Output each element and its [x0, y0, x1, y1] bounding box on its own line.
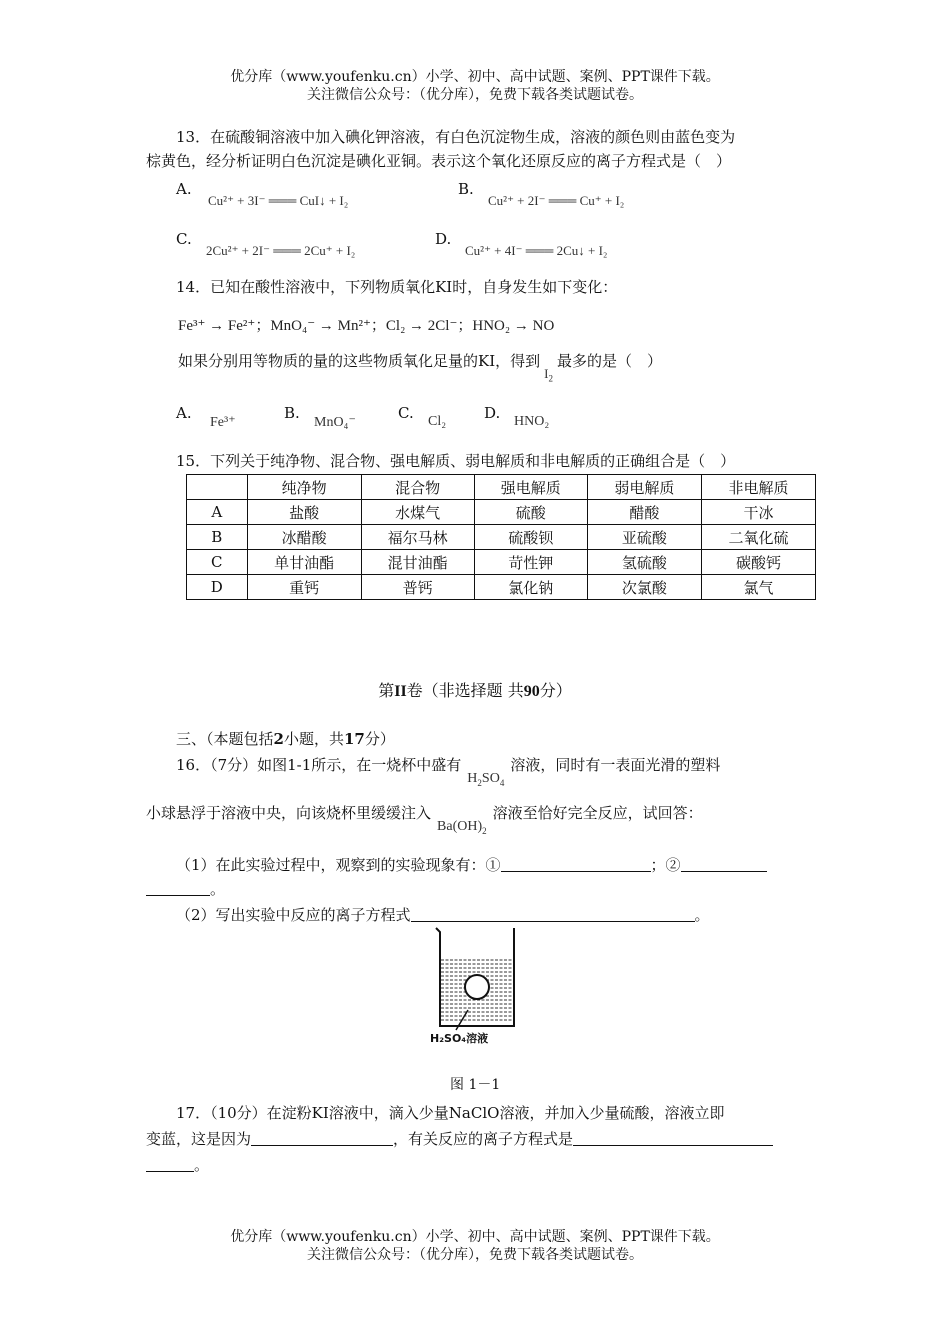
option-label: D. [484, 404, 501, 422]
q16-text: 16．（7分）如图1-1所示，在一烧杯中盛有 [176, 756, 462, 774]
q14-option-c-text: Cl₂ [428, 414, 447, 429]
table-cell: 氯化钠 [474, 575, 587, 600]
q13-option-d [435, 230, 608, 258]
q13-option-b-equation: Cu²⁺ + 2I⁻ ═══ Cu⁺ + I₂ [488, 193, 625, 208]
option-label: A. [176, 404, 192, 422]
table-cell: 普钙 [361, 575, 474, 600]
q16-sub1-text: （1）在此实验过程中，观察到的实验现象有：① [176, 856, 501, 874]
table-row [187, 525, 816, 550]
table-cell: 混甘油酯 [361, 550, 474, 575]
table-cell: 醋酸 [587, 500, 701, 525]
q17-text: ，有关反应的离子方程式是 [393, 1130, 574, 1148]
option-label: C. [176, 230, 192, 248]
table-cell: 碳酸钙 [701, 550, 815, 575]
table-cell: 非电解质 [701, 475, 815, 500]
q15-table [186, 474, 816, 600]
q14-option-d-text: HNO₂ [514, 414, 550, 429]
q14-stem-line-3-part-b: 最多的是（ ） [556, 352, 662, 370]
answer-blank-4[interactable] [251, 1131, 393, 1146]
table-cell: 硫酸 [474, 500, 587, 525]
baoh2-formula: $Ba(OH)_2$ [437, 819, 487, 836]
table-cell: 弱电解质 [587, 475, 701, 500]
plastic-ball [465, 975, 489, 999]
table-cell: 苛性钾 [474, 550, 587, 575]
part-heading-text: 分） [364, 730, 395, 748]
q16-sub2-end: 。 [694, 906, 710, 924]
table-cell: 氢硫酸 [587, 550, 701, 575]
table-cell: 氯气 [701, 575, 815, 600]
beaker-figure [422, 926, 532, 1054]
table-cell: 单甘油酯 [247, 550, 361, 575]
q14-reduction-changes: Fe³⁺ → Fe²⁺；MnO₄⁻ → Mn²⁺；Cl₂ → 2Cl⁻；HNO₂ → NO [178, 318, 555, 334]
option-label: B. [284, 404, 300, 422]
table-cell: 重钙 [247, 575, 361, 600]
q17-stem-line-1: 17．（10分）在淀粉KI溶液中，滴入少量NaClO溶液，并加入少量硫酸，溶液立即 [176, 1104, 725, 1122]
answer-blank-2[interactable] [681, 857, 767, 872]
table-row [187, 500, 816, 525]
answer-blank-5[interactable] [573, 1131, 773, 1146]
header-line-2: 关注微信公众号：（优分库），免费下载各类试题试卷。 [307, 87, 643, 103]
figure-caption: 图 1－1 [450, 1077, 501, 1093]
q13-option-a-equation: Cu²⁺ + 3I⁻ ═══ CuI↓ + I₂ [208, 193, 349, 208]
answer-blank-3[interactable] [411, 907, 695, 922]
q16-sub-question-1-cont [146, 878, 225, 900]
section-roman: II [394, 683, 407, 700]
section-title-part: 分） [539, 681, 572, 700]
table-cell: 冰醋酸 [247, 525, 361, 550]
section-ii-title [0, 678, 950, 701]
table-header-row [187, 475, 816, 500]
q14-option-a [176, 404, 236, 430]
q16-stem-line-1 [176, 754, 721, 788]
q13-option-d-equation: Cu²⁺ + 4I⁻ ═══ 2Cu↓ + I₂ [465, 243, 608, 258]
q14-option-b [284, 404, 356, 430]
section-title-part: 第 [378, 681, 395, 700]
q13-option-c [176, 230, 356, 258]
q16-sub-question-2 [176, 904, 710, 926]
q14-stem-line-3 [178, 350, 662, 384]
table-cell: C [187, 550, 248, 575]
header-line-1: 优分库（www.youfenku.cn）小学、初中、高中试题、案例、PPT课件下载。 [230, 69, 720, 85]
q13-option-c-equation: 2Cu²⁺ + 2I⁻ ═══ 2Cu⁺ + I₂ [206, 243, 356, 258]
table-cell: 硫酸钡 [474, 525, 587, 550]
table-row [187, 550, 816, 575]
footer-line-2: 关注微信公众号：（优分库），免费下载各类试题试卷。 [307, 1247, 643, 1263]
table-cell: 福尔马林 [361, 525, 474, 550]
q16-text: 溶液，同时有一表面光滑的塑料 [510, 756, 721, 774]
answer-blank-5-cont[interactable] [146, 1157, 194, 1172]
table-cell: A [187, 500, 248, 525]
table-cell: 强电解质 [474, 475, 587, 500]
q17-stem-line-3 [146, 1154, 209, 1176]
option-label: A. [176, 180, 192, 198]
footer-line-1: 优分库（www.youfenku.cn）小学、初中、高中试题、案例、PPT课件下载。 [230, 1229, 720, 1245]
table-cell [187, 475, 248, 500]
q14-option-c [398, 404, 447, 429]
q16-sub2-text: （2）写出实验中反应的离子方程式 [176, 906, 411, 924]
answer-blank-2-cont[interactable] [146, 881, 210, 896]
section-title-part: 卷（非选择题 共 [406, 681, 524, 700]
section-score: 90 [523, 683, 540, 700]
q13-stem-line-1: 13．在硫酸铜溶液中加入碘化钾溶液，有白色沉淀物生成，溶液的颜色则由蓝色变为 [176, 128, 736, 146]
q16-stem-line-2 [146, 802, 703, 836]
q16-sub1-end: 。 [210, 880, 226, 898]
q14-option-b-text: MnO₄⁻ [314, 415, 356, 430]
q13-stem-line-2: 棕黄色，经分析证明白色沉淀是碘化亚铜。表示这个氧化还原反应的离子方程式是（ ） [146, 152, 732, 170]
option-label: D. [435, 230, 452, 248]
table-cell: 干冰 [701, 500, 815, 525]
part-question-count: 2 [273, 730, 284, 748]
beaker-label: H₂SO₄溶液 [430, 1032, 489, 1045]
table-cell: 二氧化硫 [701, 525, 815, 550]
q14-option-d [484, 404, 550, 429]
table-cell: 盐酸 [247, 500, 361, 525]
q16-sub1-text: ；② [650, 856, 681, 874]
part-heading-text: 小题，共 [283, 730, 344, 748]
q14-option-a-text: Fe³⁺ [210, 415, 236, 430]
q16-text: 小球悬浮于溶液中央，向该烧杯里缓缓注入 [146, 804, 432, 822]
table-cell: 纯净物 [247, 475, 361, 500]
table-cell: 水煤气 [361, 500, 474, 525]
table-cell: 混合物 [361, 475, 474, 500]
h2so4-formula: $H_2SO_4$ [467, 771, 505, 788]
q13-option-a [176, 180, 349, 208]
table-cell: 次氯酸 [587, 575, 701, 600]
q17-end: 。 [194, 1156, 210, 1174]
option-label: B. [458, 180, 474, 198]
part-3-heading [176, 728, 395, 750]
table-cell: 亚硫酸 [587, 525, 701, 550]
table-cell: B [187, 525, 248, 550]
q14-stem-line-1: 14．已知在酸性溶液中，下列物质氧化KI时，自身发生如下变化： [176, 278, 618, 296]
part-heading-text: 三、（本题包括 [176, 730, 274, 748]
q16-text: 溶液至恰好完全反应，试回答： [492, 804, 703, 822]
answer-blank-1[interactable] [501, 857, 651, 872]
table-cell: D [187, 575, 248, 600]
q15-stem: 15．下列关于纯净物、混合物、强电解质、弱电解质和非电解质的正确组合是（ ） [176, 452, 736, 470]
q14-stem-line-3-part-a: 如果分别用等物质的量的这些物质氧化足量的KI，得到 [178, 352, 541, 370]
table-row [187, 575, 816, 600]
option-label: C. [398, 404, 414, 422]
q17-text: 变蓝，这是因为 [146, 1130, 252, 1148]
q17-stem-line-2 [146, 1128, 773, 1150]
q16-sub-question-1 [176, 854, 767, 876]
part-score: 17 [343, 730, 365, 748]
q13-option-b [458, 180, 625, 208]
iodine-formula: $I_2$ [544, 366, 553, 384]
